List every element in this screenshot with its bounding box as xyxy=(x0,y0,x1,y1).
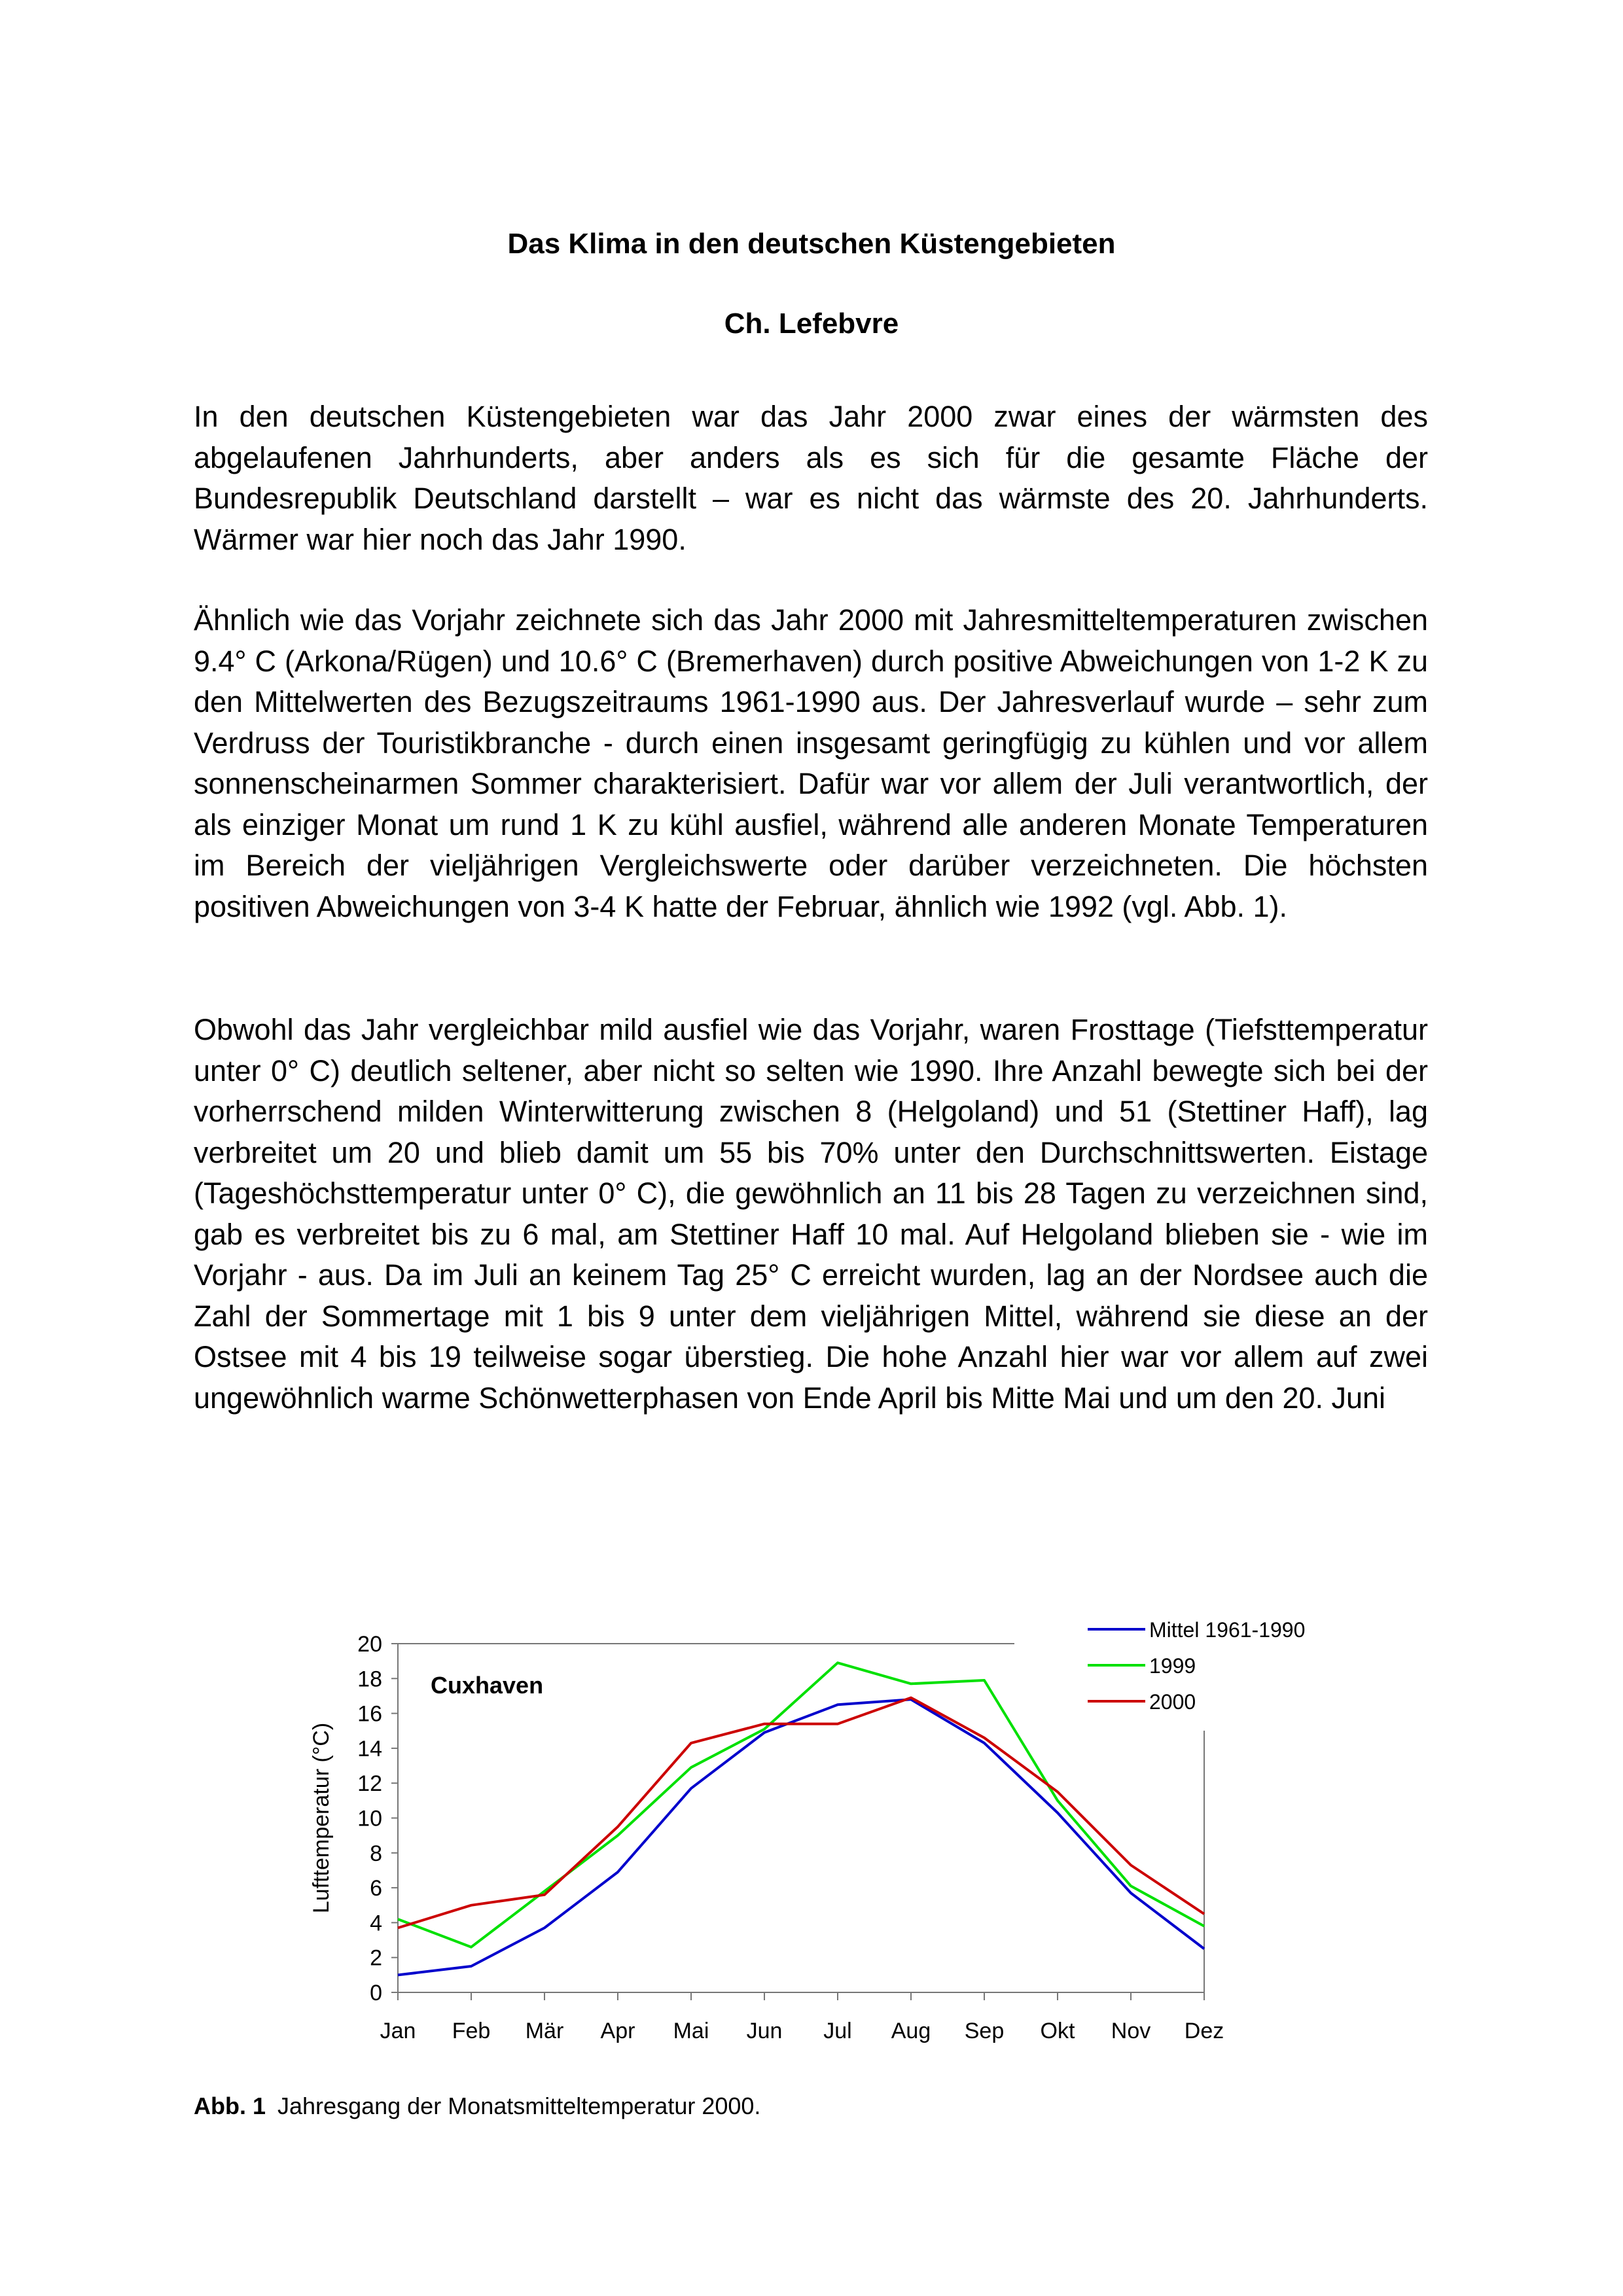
x-tick-label: Jun xyxy=(746,2019,783,2043)
x-tick-label: Dez xyxy=(1184,2019,1224,2043)
series-line xyxy=(398,1698,1204,1928)
chart-annotation: Cuxhaven xyxy=(431,1672,544,1699)
x-tick-label: Jan xyxy=(380,2019,416,2043)
y-tick-label: 20 xyxy=(357,1632,382,1657)
y-axis-label: Lufttemperatur (°C) xyxy=(309,1722,334,1914)
x-tick-label: Jul xyxy=(823,2019,852,2043)
author: Ch. Lefebvre xyxy=(724,308,899,340)
x-tick-label: Nov xyxy=(1111,2019,1151,2043)
page-title: Das Klima in den deutschen Küstengebieten xyxy=(507,228,1116,260)
y-tick-label: 4 xyxy=(370,1911,382,1936)
y-tick-label: 12 xyxy=(357,1771,382,1797)
series-line xyxy=(398,1663,1204,1947)
paragraph-3: Obwohl das Jahr vergleichbar mild ausfiel wie das Vorjahr, waren Frosttage (Tiefsttemperatur unter 0° C) deutlich seltener, aber nicht so selten wie 1990. Ihre Anzahl bewegte sich bei der vorherrschend milden Winterwitterung zwischen 8 (Helgoland) und 51 (Stettiner Haff), lag verbreitet um 20 und blieb damit um 55 bis 70% unter den Durchschnittswerten. Eistage (Tageshöchsttemperatur unter 0° C), die gewöhnlich an 11 bis 28 Tagen zu verzeichnen sind, gab es verbreitet bis zu 6 mal, am Stettiner Haff 10 mal. Auf Helgoland blieben sie - wie im Vorjahr - aus. Da im Juli an keinem Tag 25° C erreicht wurden, lag an der Nordsee auch die Zahl der Sommertage mit 1 bis 9 unter dem vieljährigen Mittel, während sie diese an der Ostsee mit 4 bis 19 teilweise sogar überstieg. Die hohe Anzahl hier war vor allem auf zwei ungewöhnlich warme Schönwetterphasen von Ende April bis Mitte Mai und um den 20. Juni xyxy=(194,1013,1428,1415)
y-tick-label: 16 xyxy=(357,1701,382,1727)
y-tick-label: 18 xyxy=(357,1667,382,1692)
paragraph-2: Ähnlich wie das Vorjahr zeichnete sich das Jahr 2000 mit Jahresmitteltemperaturen zwischen 9.4° C (Arkona/Rügen) und 10.6° C (Bremerhaven) durch positive Abweichungen von 1-2 K zu den Mittelwerten des Bezugszeitraums 1961-1990 aus. Der Jahresverlauf wurde – sehr zum Verdruss der Touristikbranche - durch einen insgesamt geringfügig zu kühlen und vor allem sonnenscheinarmen Sommer charakterisiert. Dafür war vor allem der Juli verantwortlich, der als einziger Monat um rund 1 K zu kühl ausfiel, während alle anderen Monate Temperaturen im Bereich der vieljährigen Vergleichswerte oder darüber verzeichneten. Die höchsten positiven Abweichungen von 3-4 K hatte der Februar, ähnlich wie 1992 (vgl. Abb. 1). xyxy=(194,603,1428,923)
paragraph-1: In den deutschen Küstengebieten war das Jahr 2000 zwar eines der wärmsten des abgelaufenen Jahrhunderts, aber anders als es sich für die gesamte Fläche der Bundesrepublik Deutschland darstellt – war es nicht das wärmste des 20. Jahrhunderts. Wärmer war hier noch das Jahr 1990. xyxy=(194,400,1428,556)
y-tick-label: 10 xyxy=(357,1806,382,1831)
y-tick-label: 0 xyxy=(370,1981,382,2005)
caption-text: Jahresgang der Monatsmitteltemperatur 2000. xyxy=(277,2093,761,2119)
caption-label: Abb. 1 xyxy=(194,2093,266,2119)
x-tick-label: Mär xyxy=(525,2019,564,2043)
figure-caption xyxy=(194,2093,760,2120)
series-line xyxy=(398,1699,1204,1975)
temperature-chart xyxy=(288,1597,1335,2068)
x-tick-label: Apr xyxy=(600,2019,635,2043)
x-tick-label: Sep xyxy=(964,2019,1005,2043)
x-tick-label: Mai xyxy=(673,2019,709,2043)
x-tick-label: Aug xyxy=(891,2019,931,2043)
legend-label: Mittel 1961-1990 xyxy=(1149,1618,1306,1642)
y-tick-label: 14 xyxy=(357,1736,382,1761)
y-tick-label: 8 xyxy=(370,1841,382,1866)
legend-label: 2000 xyxy=(1149,1690,1196,1714)
x-tick-label: Feb xyxy=(452,2019,491,2043)
y-tick-label: 2 xyxy=(370,1945,382,1971)
y-tick-label: 6 xyxy=(370,1876,382,1901)
x-tick-label: Okt xyxy=(1040,2019,1075,2043)
legend-label: 1999 xyxy=(1149,1654,1196,1678)
